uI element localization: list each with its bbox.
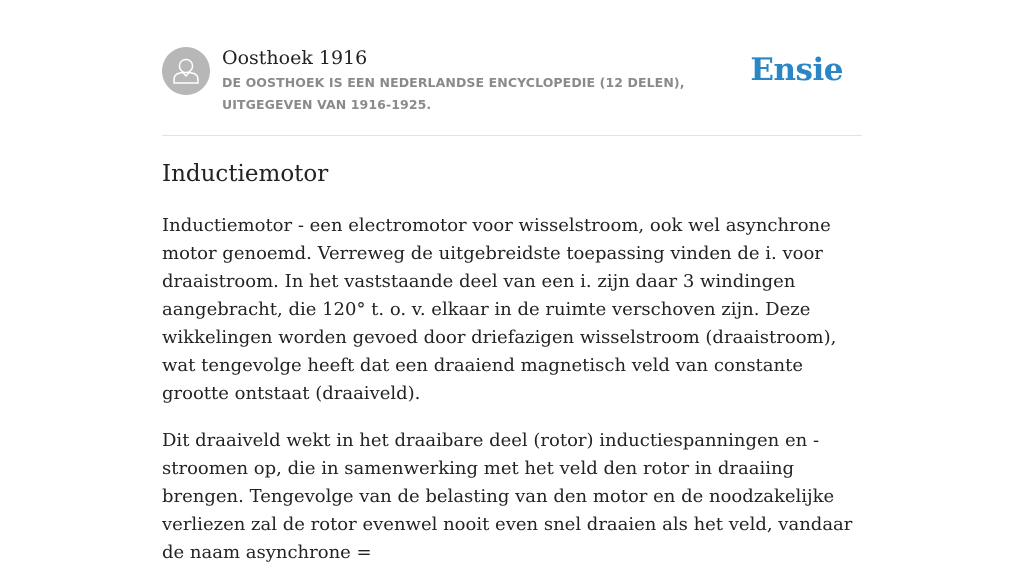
article-paragraph: Dit draaiveld wekt in het draaibare deel (rotor) inductiespanningen en -stroomen op, die in samenwerking met het veld den rotor in draaiing brengen. Tengevolge van de belasting van den motor en de noodzakelijke verliezen zal de rotor evenwel nooit even snel draaien als het veld, vandaar de naam asynchrone = bbox=[162, 430, 853, 563]
source-title[interactable]: Oosthoek 1916 bbox=[222, 47, 368, 69]
article-body bbox=[162, 212, 862, 586]
source-description: DE OOSTHOEK IS EEN NEDERLANDSE ENCYCLOPEDIE (12 DELEN), UITGEGEVEN VAN 1916-1925. bbox=[222, 75, 685, 112]
source-header bbox=[162, 0, 862, 136]
article-paragraph: Inductiemotor - een electromotor voor wisselstroom, ook wel asynchrone motor genoemd. Verreweg de uitgebreidste toepassing vinden de i. voor draaistroom. In het vaststaande deel van een i. zijn daar 3 windingen aangebracht, die 120° t. o. v. elkaar in de ruimte verschoven zijn. Deze wikkelingen worden gevoed door driefazigen wisselstroom (draaistroom), wat tengevolge heeft dat een draaiend magnetisch veld van constante grootte ontstaat (draaiveld). bbox=[162, 215, 837, 404]
source-avatar[interactable] bbox=[162, 47, 210, 95]
content-container bbox=[162, 0, 862, 563]
ensie-logo[interactable]: Ensie bbox=[750, 52, 843, 88]
article-title: Inductiemotor bbox=[162, 161, 329, 187]
person-icon bbox=[162, 47, 210, 95]
